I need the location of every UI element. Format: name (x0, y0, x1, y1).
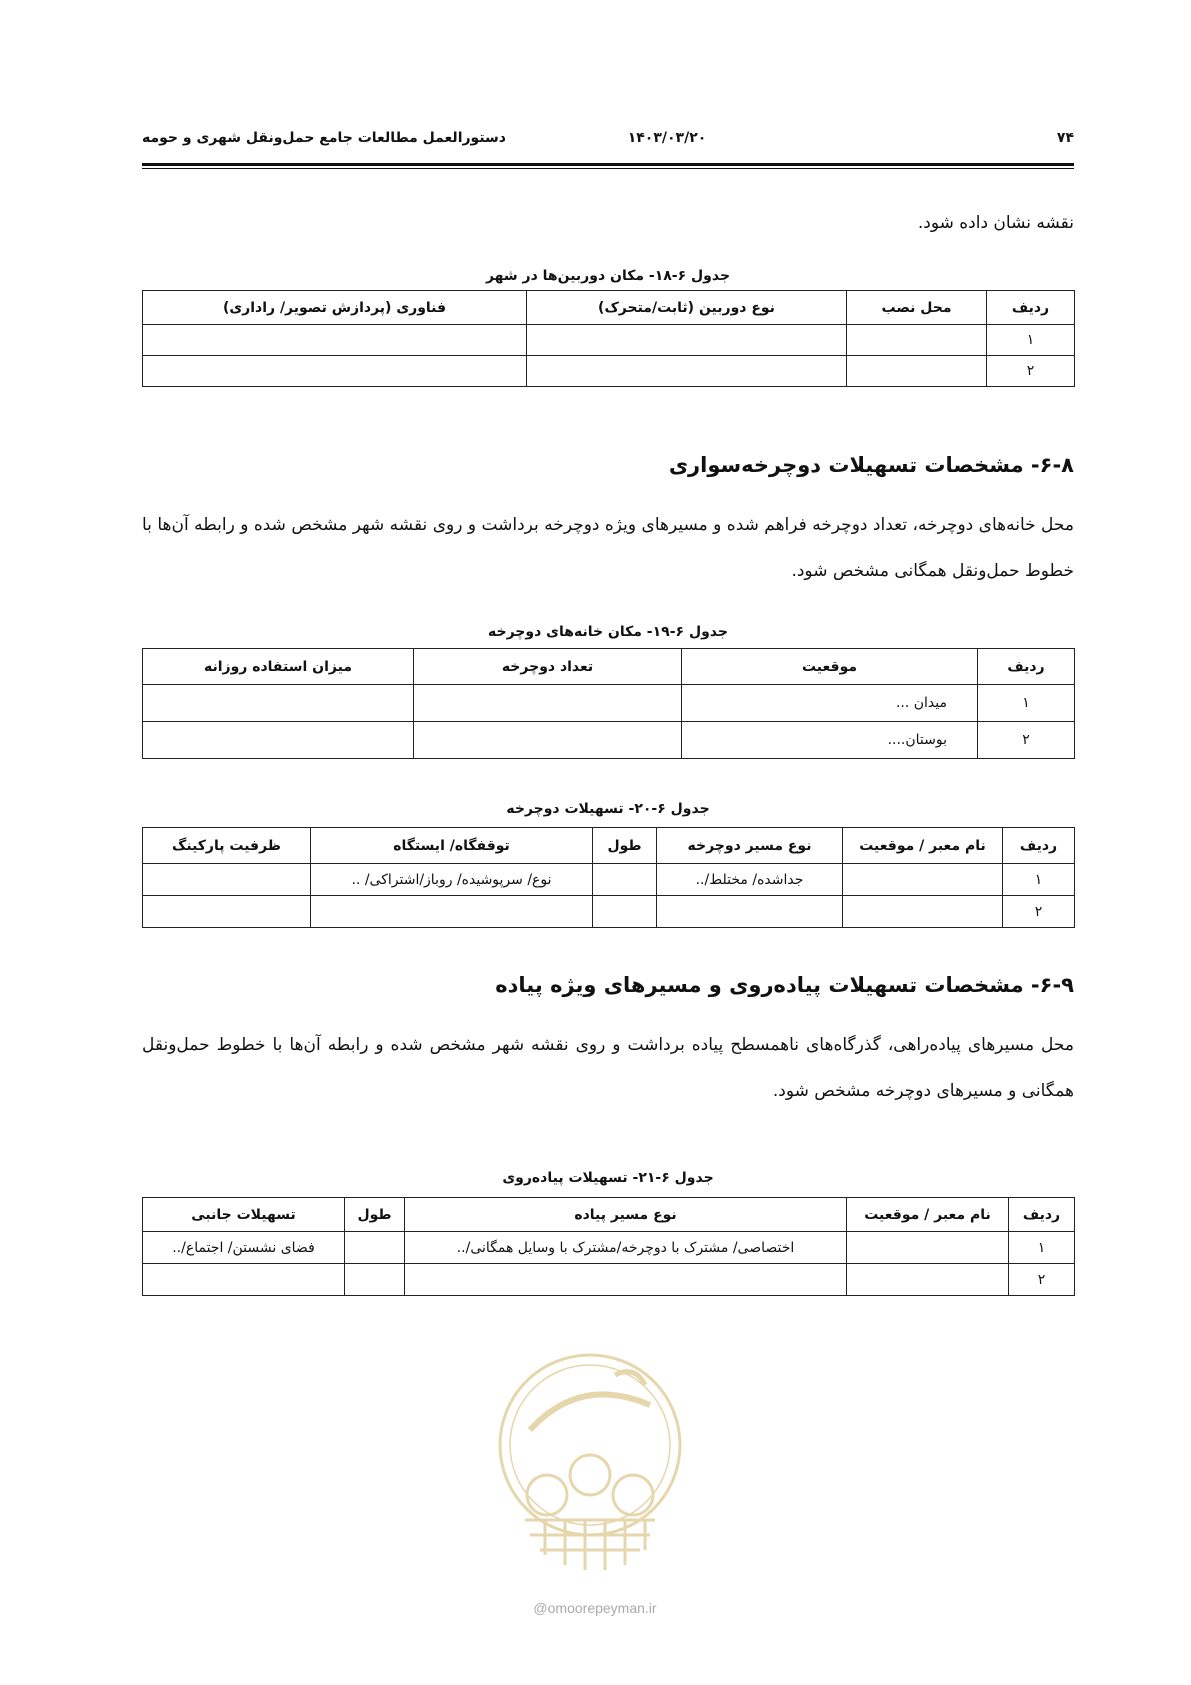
table-row (143, 325, 1075, 356)
header-rule-thick (142, 163, 1074, 166)
page-number: ۷۴ (1056, 130, 1074, 146)
table-cell (847, 356, 987, 387)
col-header: فناوری (پردازش تصویر/ راداری) (143, 291, 527, 325)
page-header (142, 130, 1074, 160)
table-18 (142, 290, 1075, 387)
col-header: تعداد دوچرخه (414, 649, 682, 685)
table-cell (847, 1264, 1009, 1296)
section-9-heading: ۶-۹- مشخصات تسهیلات پیاده‌روی و مسیرهای ویژه پیاده (495, 973, 1074, 997)
header-rule-thin (142, 168, 1074, 169)
table-header-row (143, 649, 1075, 685)
table-19-caption: جدول ۶-۱۹- مکان خانه‌های دوچرخه (488, 624, 728, 640)
table-21-caption: جدول ۶-۲۱- تسهیلات پیاده‌روی (502, 1170, 714, 1186)
intro-line: نقشه نشان داده شود. (917, 213, 1074, 233)
table-cell (143, 356, 527, 387)
table-cell: نوع/ سرپوشیده/ روباز/اشتراکی/ .. (311, 864, 593, 896)
table-cell (527, 356, 847, 387)
table-19 (142, 648, 1075, 759)
table-cell: فضای نشستن/ اجتماع/.. (143, 1232, 345, 1264)
table-cell (527, 325, 847, 356)
table-21 (142, 1197, 1075, 1296)
table-cell: اختصاصی/ مشترک با دوچرخه/مشترک با وسایل همگانی/.. (405, 1232, 847, 1264)
table-cell (311, 896, 593, 928)
table-cell (847, 1232, 1009, 1264)
table-row (143, 356, 1075, 387)
table-20-caption: جدول ۶-۲۰- تسهیلات دوچرخه (506, 801, 710, 817)
table-20 (142, 827, 1075, 928)
table-cell (843, 864, 1003, 896)
header-title: دستورالعمل مطالعات جامع حمل‌ونقل شهری و حومه (142, 130, 506, 146)
table-cell: بوستان.... (682, 722, 978, 759)
col-header: نام معبر / موقعیت (843, 828, 1003, 864)
col-header: طول (345, 1198, 405, 1232)
table-cell (345, 1232, 405, 1264)
col-header: نوع مسیر دوچرخه (657, 828, 843, 864)
table-row (143, 1232, 1075, 1264)
watermark-url: @omoorepeyman.ir (533, 1600, 657, 1616)
col-header: موقعیت (682, 649, 978, 685)
table-18-caption: جدول ۶-۱۸- مکان دوربین‌ها در شهر (485, 268, 731, 284)
table-row (143, 896, 1075, 928)
table-header-row (143, 828, 1075, 864)
table-cell (847, 325, 987, 356)
table-cell: ۱ (978, 685, 1075, 722)
col-header: نوع دوربین (ثابت/متحرک) (527, 291, 847, 325)
col-header: محل نصب (847, 291, 987, 325)
table-cell (414, 685, 682, 722)
table-cell (593, 864, 657, 896)
table-cell (143, 325, 527, 356)
section-8-heading: ۶-۸- مشخصات تسهیلات دوچرخه‌سواری (668, 453, 1074, 477)
table-cell (143, 685, 414, 722)
table-cell: جداشده/ مختلط/.. (657, 864, 843, 896)
table-cell (405, 1264, 847, 1296)
col-header: ردیف (1003, 828, 1075, 864)
table-cell (345, 1264, 405, 1296)
table-cell (143, 722, 414, 759)
col-header: نام معبر / موقعیت (847, 1198, 1009, 1232)
table-header-row (143, 291, 1075, 325)
table-cell (843, 896, 1003, 928)
table-cell (143, 896, 311, 928)
col-header: ظرفیت پارکینگ (143, 828, 311, 864)
col-header: توقفگاه/ ایستگاه (311, 828, 593, 864)
table-cell: ۱ (1003, 864, 1075, 896)
col-header: ردیف (1009, 1198, 1075, 1232)
table-row (143, 1264, 1075, 1296)
section-8-paragraph: محل خانه‌های دوچرخه، تعداد دوچرخه فراهم شده و مسیرهای ویژه دوچرخه برداشت و روی نقشه شهر مشخص شده و رابطه آن‌ها با خطوط حمل‌ونقل همگانی مشخص شود. (142, 515, 1074, 581)
section-9-paragraph: محل مسیرهای پیاده‌راهی، گذرگاه‌های ناهمسطح پیاده برداشت و روی نقشه شهر مشخص شده و رابطه آن‌ها با خطوط حمل‌ونقل همگانی و مسیرهای دوچرخه مشخص شود. (142, 1035, 1074, 1101)
col-header: نوع مسیر پیاده (405, 1198, 847, 1232)
table-row (143, 685, 1075, 722)
col-header: ردیف (978, 649, 1075, 685)
table-cell (657, 896, 843, 928)
col-header: تسهیلات جانبی (143, 1198, 345, 1232)
header-date: ۱۴۰۳/۰۳/۲۰ (627, 130, 707, 146)
table-cell: ۲ (1003, 896, 1075, 928)
table-cell (593, 896, 657, 928)
table-cell: ۲ (1009, 1264, 1075, 1296)
table-cell: ۱ (1009, 1232, 1075, 1264)
table-cell (414, 722, 682, 759)
table-cell: میدان ... (682, 685, 978, 722)
table-cell: ۲ (978, 722, 1075, 759)
table-cell: ۱ (987, 325, 1075, 356)
table-cell (143, 1264, 345, 1296)
col-header: ردیف (987, 291, 1075, 325)
col-header: طول (593, 828, 657, 864)
col-header: میزان استفاده روزانه (143, 649, 414, 685)
table-row (143, 722, 1075, 759)
table-row (143, 864, 1075, 896)
watermark-logo (485, 1335, 695, 1590)
table-cell (143, 864, 311, 896)
table-cell: ۲ (987, 356, 1075, 387)
table-header-row (143, 1198, 1075, 1232)
